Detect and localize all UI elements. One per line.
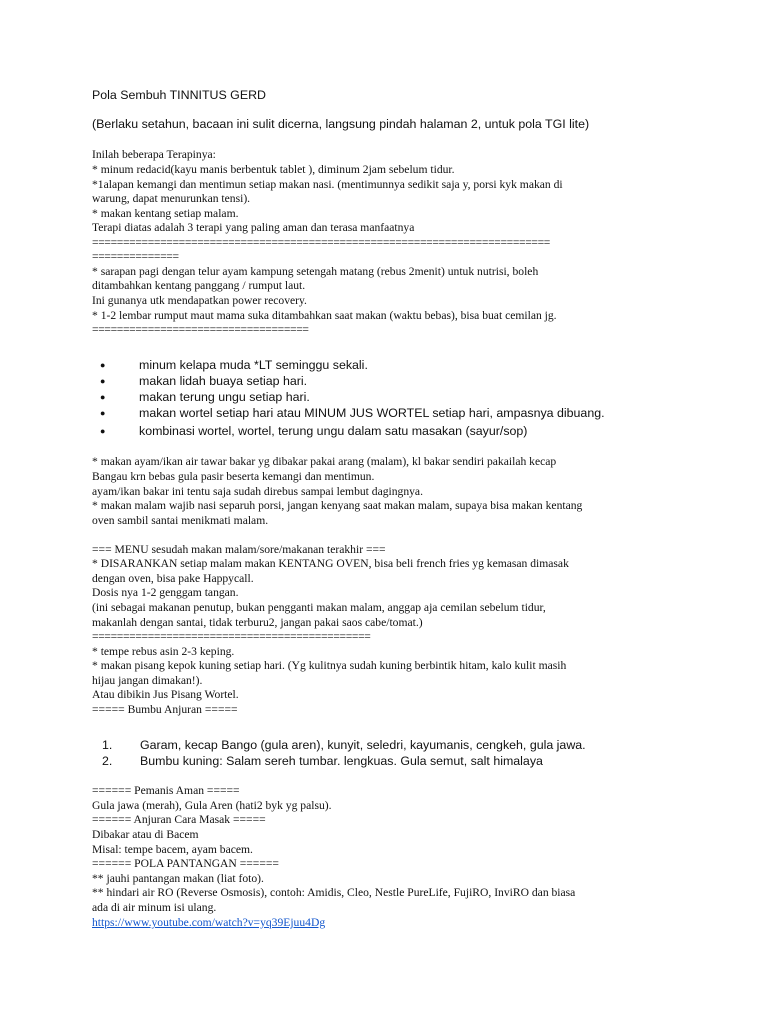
- menu-line: Dosis nya 1-2 genggam tangan.: [92, 586, 239, 599]
- breakfast-line: * 1-2 lembar rumput maut mama suka ditambahkan saat makan (waktu bebas), bisa buat cemilan jg.: [92, 309, 557, 322]
- pantangan-heading: ====== POLA PANTANGAN ======: [92, 857, 279, 870]
- youtube-link[interactable]: https://www.youtube.com/watch?v=yq39Ejuu4Dg: [92, 916, 326, 929]
- numbered-item-text: Bumbu kuning: Salam sereh tumbar. lengkuas. Gula semut, salt himalaya: [140, 754, 543, 768]
- pemanis-heading: ====== Pemanis Aman =====: [92, 784, 240, 797]
- intro-note: (Berlaku setahun, bacaan ini sulit dicerna, langsung pindah halaman 2, untuk pola TGI lite): [92, 117, 590, 131]
- fish-line: * makan malam wajib nasi separuh porsi, jangan kenyang saat makan malam, supaya bisa makan kentang: [92, 499, 583, 512]
- breakfast-line: ditambahkan kentang panggang / rumput laut.: [92, 279, 306, 292]
- menu-heading: === MENU sesudah makan malam/sore/makanan terakhir ===: [92, 543, 386, 556]
- therapy-line: warung, dapat menurunkan tensi).: [92, 192, 251, 205]
- list-item-text: makan wortel setiap hari atau MINUM JUS WORTEL setiap hari, ampasnya dibuang.: [139, 406, 605, 420]
- therapy-heading: Inilah beberapa Terapinya:: [92, 148, 216, 161]
- snack-line: * tempe rebus asin 2-3 keping.: [92, 645, 235, 658]
- bullet-icon: ●: [100, 360, 106, 370]
- pantangan-line: ** hindari air RO (Reverse Osmosis), contoh: Amidis, Cleo, Nestle PureLife, FujiRO, InviRO dan biasa: [92, 886, 576, 899]
- document-title: Pola Sembuh TINNITUS GERD: [92, 88, 266, 102]
- divider: ===================================: [92, 323, 309, 336]
- menu-line: makanlah dengan santai, tidak terburu2, jangan pakai saos cabe/tomat.): [92, 616, 423, 629]
- therapy-line: *1alapan kemangi dan mentimun setiap makan nasi. (mentimunnya sedikit saja y, porsi kyk makan di: [92, 178, 563, 191]
- menu-line: * DISARANKAN setiap malam makan KENTANG OVEN, bisa beli french fries yg kemasan dimasak: [92, 557, 569, 570]
- bullet-icon: ●: [100, 408, 106, 418]
- cara-masak-line: Dibakar atau di Bacem: [92, 828, 199, 841]
- cara-masak-heading: ====== Anjuran Cara Masak =====: [92, 813, 266, 826]
- breakfast-line: * sarapan pagi dengan telur ayam kampung setengah matang (rebus 2menit) untuk nutrisi, boleh: [92, 265, 539, 278]
- snack-line: * makan pisang kepok kuning setiap hari. (Yg kulitnya sudah kuning berbintik hitam, kalo kulit masih: [92, 659, 567, 672]
- fish-line: * makan ayam/ikan air tawar bakar yg dibakar pakai arang (malam), kl bakar sendiri pakailah kecap: [92, 455, 557, 468]
- menu-line: dengan oven, bisa pake Happycall.: [92, 572, 254, 585]
- fish-line: ayam/ikan bakar ini tentu saja sudah direbus sampai lembut dagingnya.: [92, 485, 423, 498]
- bullet-icon: ●: [100, 376, 106, 386]
- divider: ==========================================================================: [92, 236, 550, 249]
- list-item-text: makan lidah buaya setiap hari.: [139, 374, 308, 388]
- therapy-line: Terapi diatas adalah 3 terapi yang paling aman dan terasa manfaatnya: [92, 221, 415, 234]
- bullet-icon: ●: [100, 392, 106, 402]
- numbered-item-index: 1.: [102, 738, 113, 752]
- numbered-item-index: 2.: [102, 754, 113, 768]
- pemanis-line: Gula jawa (merah), Gula Aren (hati2 byk yg palsu).: [92, 799, 332, 812]
- cara-masak-line: Misal: tempe bacem, ayam bacem.: [92, 843, 253, 856]
- therapy-line: * minum redacid(kayu manis berbentuk tablet ), diminum 2jam sebelum tidur.: [92, 163, 455, 176]
- divider: ==============: [92, 250, 179, 263]
- breakfast-line: Ini gunanya utk mendapatkan power recovery.: [92, 294, 307, 307]
- pantangan-line: ada di air minum isi ulang.: [92, 901, 217, 914]
- therapy-line: * makan kentang setiap malam.: [92, 207, 239, 220]
- fish-line: oven sambil santai menikmati malam.: [92, 514, 269, 527]
- divider: =============================================: [92, 630, 371, 643]
- snack-line: Atau dibikin Jus Pisang Wortel.: [92, 688, 239, 701]
- list-item-text: makan terung ungu setiap hari.: [139, 390, 310, 404]
- fish-line: Bangau krn bebas gula pasir beserta kemangi dan mentimun.: [92, 470, 375, 483]
- list-item-text: kombinasi wortel, wortel, terung ungu dalam satu masakan (sayur/sop): [139, 424, 528, 438]
- bullet-icon: ●: [100, 426, 106, 436]
- numbered-item-text: Garam, kecap Bango (gula aren), kunyit, seledri, kayumanis, cengkeh, gula jawa.: [140, 738, 586, 752]
- pantangan-line: ** jauhi pantangan makan (liat foto).: [92, 872, 264, 885]
- bumbu-heading: ===== Bumbu Anjuran =====: [92, 703, 238, 716]
- snack-line: hijau jangan dimakan!).: [92, 674, 203, 687]
- list-item-text: minum kelapa muda *LT seminggu sekali.: [139, 358, 368, 372]
- menu-line: (ini sebagai makanan penutup, bukan pengganti makan malam, anggap aja cemilan sebelum tidur,: [92, 601, 546, 614]
